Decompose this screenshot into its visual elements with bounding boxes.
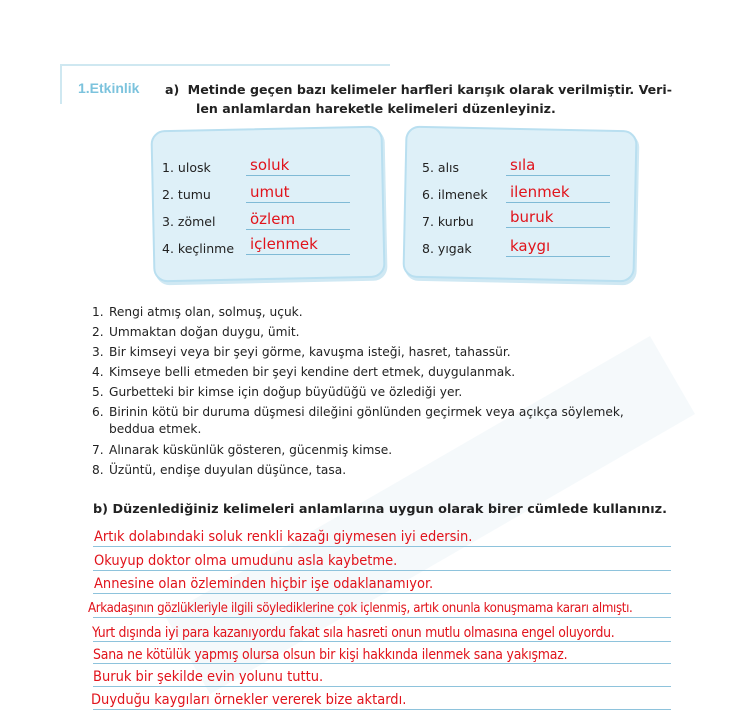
instruction-line-1: Metinde geçen bazı kelimeler harfleri karışık olarak verilmiştir. Veri- [187,82,672,97]
part-b-instruction [93,502,667,517]
definition-text: Rengi atmış olan, solmuş, uçuk. [109,305,303,319]
definition-text: Birinin kötü bir duruma düşmesi dileğini gönlünden geçirmek veya açıkça söylemek, [109,405,624,419]
part-a-instruction [165,80,675,118]
writing-line [93,641,671,642]
definition-text: Kimseye belli etmeden bir şeyi kendine dert etmek, duygulanmak. [109,365,516,379]
definition-number: 3. [92,345,104,359]
answer-underline [506,202,610,203]
item-number: 4. [162,241,174,256]
answer-underline [506,175,610,176]
answer-underline [246,229,350,230]
answer-word: umut [250,183,290,201]
answer-word: buruk [510,208,554,226]
answer-word: ilenmek [510,183,570,201]
definition-text: Ummaktan doğan duygu, ümit. [109,325,300,339]
scrambled-word: yıgak [437,241,472,256]
definition-number: 4. [92,365,104,379]
answer-sentence-8: Duyduğu kaygıları örnekler vererek bize aktardı. [91,692,407,708]
writing-line [93,686,671,687]
header-rule [60,64,390,66]
answer-word: sıla [510,156,536,174]
scramble-item-1 [162,156,362,177]
definition-number: 7. [92,443,104,457]
definition-text-continued: beddua etmek. [109,422,202,436]
answer-sentence-4: Arkadaşının gözlükleriyle ilgili söylediklerine çok içlenmiş, artık onunla konuşmama kararı almıştı. [88,601,633,616]
definition-number: 5. [92,385,104,399]
definition-list [92,302,692,480]
definition-number: 1. [92,305,104,319]
item-number: 1. [162,160,174,175]
definition-item [92,382,692,402]
answer-sentence-1: Artık dolabındaki soluk renkli kazağı giymesen iyi edersin. [94,529,473,545]
scrambled-word: zömel [177,214,216,229]
answer-underline [506,256,610,257]
instruction-line-2: len anlamlardan hareketle kelimeleri düzenleyiniz. [196,101,556,116]
activity-title: 1.Etkinlik [78,80,140,96]
part-b-label: b) [93,502,109,517]
item-number: 3. [162,214,174,229]
scrambled-word: tumu [177,187,211,202]
word-box-right [402,126,637,283]
header-rule-vertical [60,64,62,104]
definition-number: 8. [92,463,104,477]
definition-item [92,362,692,382]
part-b-text: Düzenlediğiniz kelimeleri anlamlarına uygun olarak birer cümlede kullanınız. [112,502,667,517]
scramble-item-2 [162,183,362,204]
answer-sentence-5: Yurt dışında iyi para kazanıyordu fakat sıla hasreti onun mutlu olmasına engel oluyordu. [92,625,615,641]
item-number: 6. [422,187,434,202]
answer-sentence-2: Okuyup doktor olma umudunu asla kaybetme. [94,553,398,569]
scramble-item-6 [422,183,622,204]
definition-item [92,460,692,480]
definition-number: 6. [92,405,104,419]
answer-sentence-7: Buruk bir şekilde evin yolunu tuttu. [93,669,324,685]
answer-underline [506,227,610,228]
answer-underline [246,254,350,255]
answer-word: soluk [250,156,290,174]
word-box-left [150,126,385,283]
definition-text: Gurbetteki bir kimse için doğup büyüdüğü ve özlediği yer. [109,385,463,399]
scrambled-word: ulosk [177,160,211,175]
scramble-item-5 [422,156,622,177]
definition-text: Alınarak küskünlük gösteren, gücenmiş kimse. [109,443,393,457]
definition-item [92,322,692,342]
scrambled-word: alıs [437,160,460,175]
definition-item [92,440,692,460]
writing-line [93,709,671,710]
writing-line [93,593,671,594]
item-number: 7. [422,214,434,229]
answer-underline [246,175,350,176]
definition-item [92,302,692,322]
definition-item [92,402,692,440]
scramble-item-7 [422,208,622,231]
part-a-label: a) [165,82,180,97]
answer-word: özlem [250,210,296,228]
scramble-item-3 [162,210,362,231]
definition-number: 2. [92,325,104,339]
writing-line [93,570,671,571]
answer-sentence-3: Annesine olan özleminden hiçbir işe odaklanamıyor. [94,576,434,592]
answer-word: içlenmek [250,235,318,253]
answer-sentence-6: Sana ne kötülük yapmış olursa olsun bir kişi hakkında ilenmek sana yakışmaz. [93,647,568,663]
definition-text: Üzüntü, endişe duyulan düşünce, tasa. [109,463,347,477]
definition-item [92,342,692,362]
scramble-item-8 [422,237,622,258]
scrambled-word: keçlinme [177,241,235,256]
answer-underline [246,202,350,203]
item-number: 2. [162,187,174,202]
writing-line [93,617,671,618]
writing-line [93,663,671,664]
scrambled-word: kurbu [437,214,474,229]
answer-word: kaygı [510,237,551,255]
item-number: 8. [422,241,434,256]
writing-line [93,546,671,547]
item-number: 5. [422,160,434,175]
scramble-item-4 [162,235,362,258]
definition-text: Bir kimseyi veya bir şeyi görme, kavuşma isteği, hasret, tahassür. [109,345,511,359]
scrambled-word: ilmenek [437,187,488,202]
